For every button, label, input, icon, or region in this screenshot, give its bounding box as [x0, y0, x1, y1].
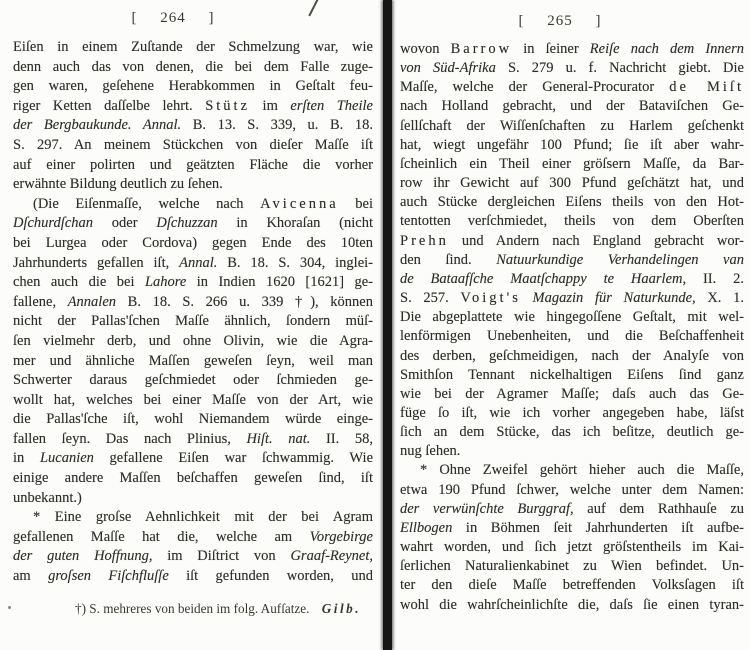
- page-265-text-column: [400, 40, 744, 615]
- page-number-header-264: [ 264 ]: [131, 10, 215, 26]
- text-line: (Die Eiſenmaſſe, welche nach Avicenna bei: [33, 195, 373, 212]
- text-line: denn auch das von denen, die bei dem Falle zuge-: [13, 58, 373, 75]
- text-line: ſich an dem Stücke, das ich beſitze, deutlich ge-: [400, 424, 744, 441]
- text-line: wollt hat, welches bei einer Maſſe von der Art, wie: [13, 391, 373, 408]
- text-line: riger Ketten daſſelbe lehrt. Stütz im erſten Theile: [13, 97, 373, 114]
- text-line: wahrt worden, und ſich jetzt gröſstentheils im Kai-: [400, 539, 744, 556]
- text-line: ſellſchaft der Wiſſenſchaften zu Harlem geſchenkt: [400, 117, 744, 134]
- text-line: auf einer polirten und geätzten Fläche die vorher: [13, 156, 373, 173]
- text-line: fallen ſeyn. Das nach Plinius, Hiſt. nat. II. 58,: [13, 430, 373, 447]
- text-line: row ihr Gewicht auf 300 Pfund geſchätzt hat, und: [400, 175, 744, 192]
- page-264-text-column: [13, 38, 373, 587]
- text-line: * Ohne Zweifel gehört hieher auch die Maſſe,: [420, 462, 744, 479]
- text-line: Prehn und Andern nach England gebracht wor-: [400, 232, 744, 249]
- text-line: gefallenen Maſſe hat die, welche am Vorgebirge: [13, 528, 373, 545]
- text-line: die Pallas'ſche iſt, wohl Niemandem würde einge-: [13, 411, 373, 428]
- text-line: Smithſon Tennant nickelhaltigen Eiſens ſind ganz: [400, 366, 744, 383]
- text-line: in Lucanien gefallene Eiſen war ſchwammig. Wie: [13, 450, 373, 467]
- text-line: auch Stücke dergleichen Eiſens theils von den Hot-: [400, 194, 744, 211]
- text-line: Schwerter daraus geſchmiedet oder ſchmieden ge-: [13, 372, 373, 389]
- text-line: am groſsen Fiſchfluſſe iſt gefunden worden, und: [13, 568, 373, 585]
- text-line: nicht der Pallas'ſchen Maſſe ähnlich, ſondern müſ-: [13, 313, 373, 330]
- text-line: von Süd-Afrika S. 279 u. f. Nachricht giebt. Die: [400, 60, 744, 77]
- text-line: lenförmigen Unebenheiten, und die Beſchaffenheit: [400, 328, 744, 345]
- text-line: wovon Barrow in ſeiner Reiſe nach dem Innern: [400, 41, 744, 57]
- text-line: S. 297. An meinem Stückchen von dieſer Maſſe iſt: [13, 136, 373, 153]
- text-line: de Bataafſche Maatſchappy te Haarlem, II. 2.: [400, 270, 744, 287]
- footnote: [13, 601, 375, 617]
- text-line: Dſchurdſchan oder Dſchuzzan in Khoraſan (nicht: [13, 215, 373, 232]
- text-line: des derben, geſchmeidigen, nach der Analyſe von: [400, 347, 744, 364]
- text-line: der guten Hoffnung, im Diſtrict von Graaf-Reynet,: [13, 548, 373, 565]
- text-line: mer und ähnliche Maſſen geweſen ſeyn, weil man: [13, 352, 373, 369]
- text-line: Ellbogen in Böhmen ſeit Jahrhunderten iſt aufbe-: [400, 519, 744, 536]
- ink-speck: [8, 606, 11, 609]
- text-line: der verwünſchte Burggraf, auf dem Rathhauſe zu: [400, 500, 744, 517]
- text-line: etwa 190 Pfund ſchwer, welche unter dem Namen:: [400, 481, 744, 498]
- text-line: Jahrhunderts gefallen iſt, Annal. B. 18. S. 304, inglei-: [13, 254, 373, 271]
- text-line: ter den dieſe Maſſe betreffenden Volksſagen iſt: [400, 577, 744, 594]
- text-line: S. 257. Voigt's Magazin für Naturkunde, X. 1.: [400, 290, 744, 307]
- footnote-signature: Gilb.: [321, 601, 361, 616]
- text-line: erwähnte Bildung deutlich zu ſehen.: [13, 176, 223, 193]
- text-line: Maſſe, welche der General-Procurator de Miſt: [400, 79, 744, 96]
- text-line: der Bergbaukunde. Annal. B. 13. S. 339, u. B. 18.: [13, 117, 373, 134]
- text-line: füge ſo iſt, wie ich vorher angegeben habe, läſst: [400, 404, 744, 421]
- text-line: ſerlichen Naturalienkabinet zu Wien befindet. Un-: [400, 558, 744, 575]
- text-line: gen waren, geſehene Herabkommen in Geſtalt feu-: [13, 78, 373, 95]
- text-line: bei Lurgea oder Cordova) gegen Ende des 10ten: [13, 234, 373, 251]
- text-line: nug ſehen.: [400, 443, 461, 460]
- footnote-text: †) S. mehreres von beiden im folg. Aufſatze.: [75, 601, 310, 616]
- text-line: den ſind. Natuurkundige Verhandelingen van: [400, 251, 744, 268]
- text-line: hat, wiegt ungefähr 100 Pfund; ſie iſt aber wahr-: [400, 136, 744, 153]
- page-number-header-265: [ 265 ]: [518, 13, 602, 29]
- text-line: ſen vielmehr derb, und ohne Olivin, wie die Agra-: [13, 332, 373, 349]
- text-line: nach Holland gebracht, und der Bataviſchen Ge-: [400, 98, 744, 115]
- text-line: Die abgeplattete wie hingegoſſene Geſtalt, mit wel-: [400, 309, 744, 326]
- text-line: tentotten verſchmiedet, theils von dem Oberſten: [400, 213, 744, 230]
- text-line: * Eine groſse Aehnlichkeit mit der bei Agram: [33, 509, 373, 526]
- text-line: chen auch die bei Lahore in Indien 1620 [1621] ge-: [13, 274, 373, 291]
- text-line: fallene, Annalen B. 18. S. 266 u. 339 †), können: [13, 293, 373, 310]
- text-line: einige andere Maſſen beſchaffen geweſen ſind, iſt: [13, 470, 373, 487]
- text-line: ſcheinlich ein Theil einer gröſsern Maſſe, da Bar-: [400, 155, 744, 172]
- text-line: unbekannt.): [13, 489, 82, 506]
- text-line: Eiſen in einem Zuſtande der Schmelzung war, wie: [13, 39, 373, 55]
- text-line: wohl die wahrſcheinlichſte die, daſs ſie einen tyran-: [400, 596, 744, 613]
- book-binding-gutter-shadow: [383, 0, 392, 650]
- text-line: wie bei der Agramer Maſſe; daſs auch das Ge-: [400, 385, 744, 402]
